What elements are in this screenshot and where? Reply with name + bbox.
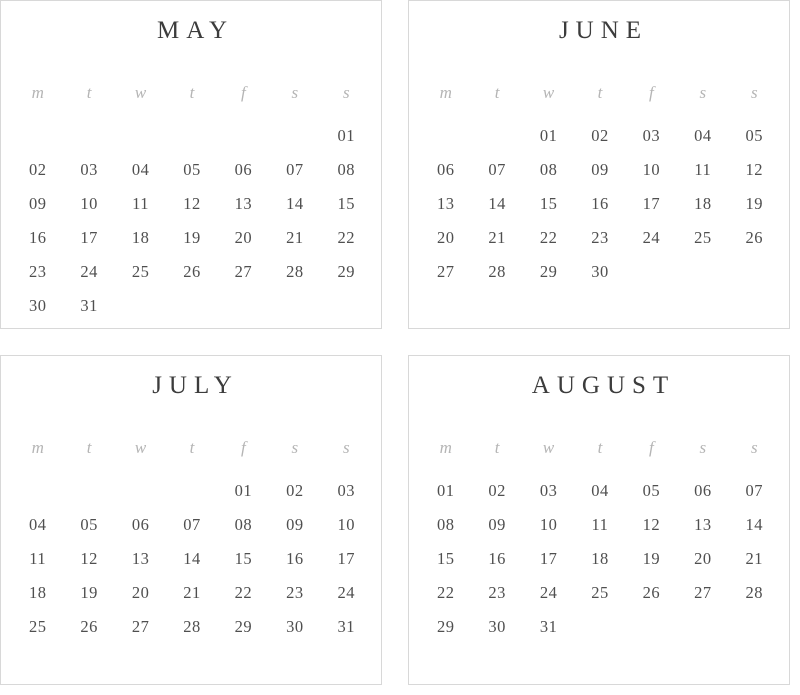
day-cell[interactable]: 14 — [745, 515, 764, 534]
day-cell[interactable]: 04 — [28, 515, 47, 534]
day-cell[interactable]: 10 — [80, 194, 98, 213]
day-cell[interactable]: 30 — [591, 262, 609, 281]
weekday-header-row — [420, 83, 780, 103]
day-cell[interactable]: 15 — [539, 194, 558, 213]
day-cell[interactable]: 04 — [591, 481, 609, 500]
day-cell[interactable]: 05 — [642, 481, 661, 500]
weekday-label-wed: w — [134, 83, 147, 102]
day-cell[interactable]: 02 — [591, 126, 609, 145]
day-cell-empty — [166, 474, 217, 508]
weekday-label-tue: t — [494, 438, 500, 457]
day-cell[interactable]: 11 — [694, 160, 712, 179]
month-panel — [408, 0, 790, 329]
day-cell[interactable]: 16 — [286, 549, 304, 568]
day-cell[interactable]: 13 — [131, 549, 150, 568]
weekday-label-sun: s — [750, 438, 758, 457]
day-cell-empty — [166, 119, 217, 153]
day-cell[interactable]: 24 — [539, 583, 558, 602]
day-cell[interactable]: 15 — [337, 194, 356, 213]
day-cell[interactable]: 02 — [286, 481, 304, 500]
day-cell[interactable]: 24 — [642, 228, 661, 247]
day-cell[interactable]: 16 — [591, 194, 609, 213]
day-cell[interactable]: 01 — [337, 126, 356, 145]
day-cell-empty — [218, 119, 269, 153]
day-cell[interactable]: 11 — [29, 549, 47, 568]
month-panel — [0, 0, 382, 329]
day-cell[interactable]: 28 — [286, 262, 304, 281]
day-cell[interactable]: 04 — [131, 160, 150, 179]
day-cell[interactable]: 03 — [80, 160, 98, 179]
weekday-label-sun: s — [750, 83, 758, 102]
day-cell[interactable]: 19 — [183, 228, 201, 247]
day-cell[interactable]: 31 — [337, 617, 356, 636]
weekday-label-wed: w — [542, 438, 555, 457]
day-grid — [12, 474, 372, 644]
day-cell[interactable]: 26 — [80, 617, 98, 636]
day-cell[interactable]: 30 — [488, 617, 506, 636]
day-cell-empty — [420, 119, 471, 153]
weekday-label-fri: f — [649, 438, 654, 457]
month-card-may — [0, 0, 400, 347]
weekday-label-mon: m — [439, 438, 452, 457]
day-cell[interactable]: 13 — [234, 194, 253, 213]
month-panel — [0, 355, 382, 685]
day-cell[interactable]: 14 — [183, 549, 201, 568]
weekday-label-sat: s — [291, 438, 299, 457]
day-cell[interactable]: 29 — [539, 262, 558, 281]
weekday-label-fri: f — [241, 438, 246, 457]
day-cell-empty — [115, 474, 166, 508]
day-cell[interactable]: 17 — [539, 549, 558, 568]
month-title: AUGUST — [531, 372, 676, 399]
day-cell[interactable]: 06 — [234, 160, 253, 179]
day-cell[interactable]: 21 — [745, 549, 764, 568]
day-cell[interactable]: 16 — [28, 228, 47, 247]
day-cell[interactable]: 10 — [337, 515, 356, 534]
weekday-label-sat: s — [699, 83, 707, 102]
weekday-header-row — [12, 83, 372, 103]
day-cell[interactable]: 11 — [591, 515, 609, 534]
month-card-august — [400, 347, 800, 695]
weekday-label-tue: t — [494, 83, 500, 102]
day-cell-empty — [471, 119, 522, 153]
weekday-label-mon: m — [439, 83, 452, 102]
day-cell[interactable]: 18 — [131, 228, 150, 247]
weekday-label-thu: t — [189, 83, 195, 102]
day-cell[interactable]: 01 — [436, 481, 455, 500]
day-cell[interactable]: 22 — [234, 583, 253, 602]
day-cell[interactable]: 26 — [745, 228, 764, 247]
day-cell[interactable]: 18 — [28, 583, 47, 602]
day-cell[interactable]: 12 — [745, 160, 764, 179]
weekday-label-sat: s — [291, 83, 299, 102]
day-cell[interactable]: 18 — [591, 549, 609, 568]
day-cell[interactable]: 10 — [642, 160, 661, 179]
weekday-label-sun: s — [342, 438, 350, 457]
day-cell[interactable]: 28 — [488, 262, 506, 281]
day-cell[interactable]: 07 — [183, 515, 201, 534]
day-cell[interactable]: 21 — [183, 583, 201, 602]
day-cell[interactable]: 17 — [642, 194, 661, 213]
day-cell[interactable]: 03 — [642, 126, 661, 145]
day-cell[interactable]: 21 — [488, 228, 506, 247]
day-cell[interactable]: 26 — [642, 583, 661, 602]
day-cell[interactable]: 05 — [745, 126, 764, 145]
day-cell[interactable]: 22 — [337, 228, 356, 247]
day-cell[interactable]: 24 — [337, 583, 356, 602]
day-cell-empty — [63, 474, 114, 508]
day-cell[interactable]: 23 — [591, 228, 609, 247]
day-cell[interactable]: 29 — [337, 262, 356, 281]
weekday-label-tue: t — [86, 83, 92, 102]
day-cell[interactable]: 30 — [28, 296, 47, 315]
day-cell-empty — [12, 119, 63, 153]
day-cell[interactable]: 09 — [286, 515, 304, 534]
day-cell[interactable]: 05 — [183, 160, 201, 179]
day-cell[interactable]: 08 — [436, 515, 455, 534]
day-cell[interactable]: 20 — [694, 549, 712, 568]
day-cell[interactable]: 27 — [131, 617, 150, 636]
day-grid — [420, 119, 780, 289]
month-card-june — [400, 0, 800, 347]
day-cell[interactable]: 19 — [642, 549, 661, 568]
day-cell[interactable]: 27 — [436, 262, 455, 281]
weekday-label-mon: m — [31, 83, 44, 102]
day-cell[interactable]: 12 — [80, 549, 98, 568]
day-cell[interactable]: 29 — [436, 617, 455, 636]
day-cell[interactable]: 28 — [183, 617, 201, 636]
day-cell[interactable]: 27 — [234, 262, 253, 281]
day-cell[interactable]: 04 — [694, 126, 712, 145]
day-cell[interactable]: 07 — [745, 481, 764, 500]
day-cell[interactable]: 18 — [694, 194, 712, 213]
day-cell[interactable]: 22 — [539, 228, 558, 247]
day-cell[interactable]: 01 — [539, 126, 558, 145]
day-cell[interactable]: 07 — [488, 160, 506, 179]
weekday-label-fri: f — [649, 83, 654, 102]
weekday-label-thu: t — [597, 438, 603, 457]
day-cell[interactable]: 08 — [539, 160, 558, 179]
day-cell[interactable]: 24 — [80, 262, 98, 281]
day-cell[interactable]: 15 — [234, 549, 253, 568]
day-cell[interactable]: 09 — [28, 194, 47, 213]
weekday-label-wed: w — [134, 438, 147, 457]
day-cell[interactable]: 20 — [234, 228, 253, 247]
day-grid — [420, 474, 780, 644]
day-cell[interactable]: 14 — [286, 194, 304, 213]
weekday-label-fri: f — [241, 83, 246, 102]
day-cell[interactable]: 02 — [28, 160, 47, 179]
weekday-header-row — [12, 438, 372, 458]
day-cell[interactable]: 06 — [436, 160, 455, 179]
weekday-label-wed: w — [542, 83, 555, 102]
month-title: JULY — [152, 372, 239, 399]
day-cell[interactable]: 25 — [131, 262, 150, 281]
day-cell[interactable]: 22 — [436, 583, 455, 602]
weekday-label-thu: t — [189, 438, 195, 457]
weekday-label-thu: t — [597, 83, 603, 102]
day-cell[interactable]: 21 — [286, 228, 304, 247]
day-cell-empty — [269, 119, 320, 153]
day-cell[interactable]: 25 — [591, 583, 609, 602]
day-cell-empty — [12, 474, 63, 508]
day-cell[interactable]: 01 — [234, 481, 253, 500]
day-cell[interactable]: 11 — [132, 194, 149, 213]
day-cell[interactable]: 31 — [539, 617, 558, 636]
day-cell[interactable]: 16 — [488, 549, 506, 568]
day-cell[interactable]: 12 — [642, 515, 661, 534]
month-title: MAY — [156, 17, 235, 44]
day-cell[interactable]: 28 — [745, 583, 764, 602]
day-cell[interactable]: 26 — [183, 262, 201, 281]
weekday-label-mon: m — [31, 438, 44, 457]
day-cell[interactable]: 07 — [286, 160, 304, 179]
day-cell[interactable]: 19 — [80, 583, 98, 602]
month-card-july — [0, 347, 400, 695]
day-cell[interactable]: 06 — [131, 515, 150, 534]
day-cell[interactable]: 03 — [337, 481, 356, 500]
day-cell[interactable]: 23 — [488, 583, 506, 602]
day-cell[interactable]: 20 — [436, 228, 455, 247]
day-cell[interactable]: 29 — [234, 617, 253, 636]
day-cell[interactable]: 08 — [234, 515, 253, 534]
day-cell[interactable]: 13 — [694, 515, 712, 534]
weekday-label-tue: t — [86, 438, 92, 457]
day-cell[interactable]: 09 — [488, 515, 506, 534]
day-cell[interactable]: 02 — [488, 481, 506, 500]
day-cell[interactable]: 31 — [80, 296, 98, 315]
day-cell[interactable]: 27 — [694, 583, 712, 602]
weekday-label-sat: s — [699, 438, 707, 457]
day-cell[interactable]: 03 — [539, 481, 558, 500]
day-cell[interactable]: 12 — [183, 194, 201, 213]
day-cell[interactable]: 17 — [80, 228, 98, 247]
day-cell[interactable]: 23 — [286, 583, 304, 602]
weekday-label-sun: s — [342, 83, 350, 102]
day-cell[interactable]: 08 — [337, 160, 356, 179]
month-panel — [408, 355, 790, 685]
day-cell-empty — [115, 119, 166, 153]
day-cell[interactable]: 06 — [694, 481, 712, 500]
day-grid — [12, 119, 372, 323]
day-cell[interactable]: 20 — [131, 583, 150, 602]
day-cell[interactable]: 15 — [436, 549, 455, 568]
month-title: JUNE — [558, 17, 649, 44]
weekday-header-row — [420, 438, 780, 458]
day-cell[interactable]: 09 — [591, 160, 609, 179]
day-cell[interactable]: 14 — [488, 194, 506, 213]
day-cell[interactable]: 30 — [286, 617, 304, 636]
day-cell[interactable]: 17 — [337, 549, 356, 568]
day-cell-empty — [63, 119, 114, 153]
day-cell[interactable]: 10 — [539, 515, 558, 534]
day-cell[interactable]: 23 — [28, 262, 47, 281]
day-cell[interactable]: 25 — [28, 617, 47, 636]
day-cell[interactable]: 25 — [694, 228, 712, 247]
day-cell[interactable]: 13 — [436, 194, 455, 213]
day-cell[interactable]: 05 — [80, 515, 98, 534]
day-cell[interactable]: 19 — [745, 194, 764, 213]
